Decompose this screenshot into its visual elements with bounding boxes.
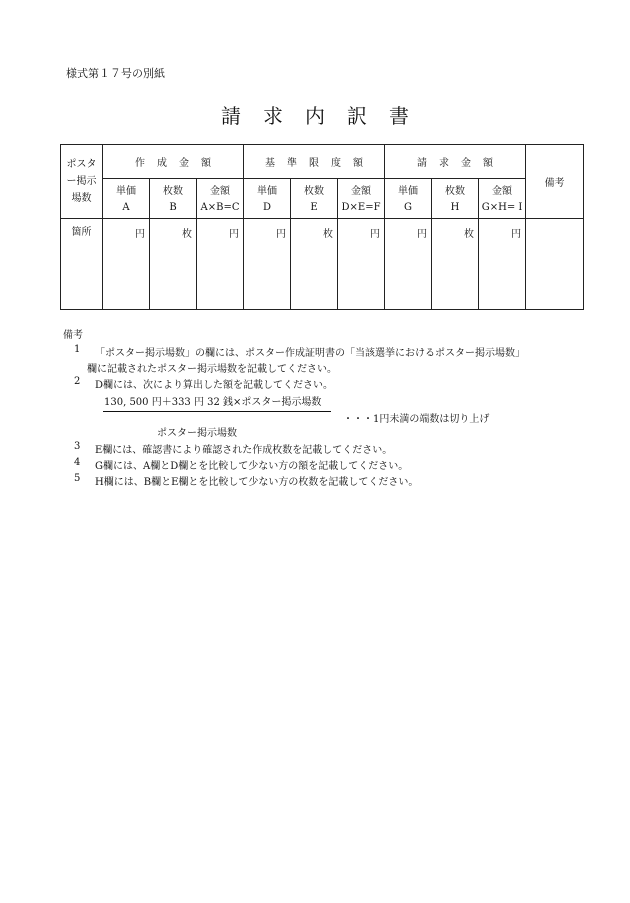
form-number-label: 様式第１７号の別紙 [66,67,165,80]
col-label: 枚数 [304,185,325,197]
col-code: E [310,201,318,213]
col-code: G×H= I [481,201,523,213]
cell-unit-price-a[interactable]: 円 [103,219,150,310]
header-char: 準 [287,158,298,169]
note-5-text: H欄には、B欄とE欄とを比較して少ない方の枚数を記載してください。 [95,477,419,488]
header-char: 基 [265,158,276,169]
formula-numerator: 130, 500 円＋333 円 32 銭×ポスター掲示場数 [104,397,322,408]
header-char: 成 [157,158,168,169]
col-header-amount-i [479,179,526,219]
cell-unit-price-d[interactable]: 円 [244,219,291,310]
breakdown-table [60,144,584,310]
note-4-text: G欄には、A欄とD欄とを比較して少ない方の額を記載してください。 [95,461,409,472]
col-code: G [404,201,413,213]
col-code: A×B=C [200,201,240,213]
col-label: 枚数 [163,185,183,197]
col-header-count-e [291,179,338,219]
cell-amount-c[interactable]: 円 [197,219,244,310]
col-code: D×E=F [341,201,381,213]
cell-count-b[interactable]: 枚 [150,219,197,310]
col-code: H [450,201,460,213]
col-label: 金額 [351,185,372,197]
cell-count-e[interactable]: 枚 [291,219,338,310]
note-number: 3 [74,441,81,452]
col-code: B [169,201,177,213]
col-label: 枚数 [445,185,466,197]
col-label: 単価 [398,185,419,197]
note-3-text: E欄には、確認書により確認された作成枚数を記載してください。 [95,445,393,456]
formula-rounding-note: ・・・1円未満の端数は切り上げ [343,414,490,425]
header-line: ー掲示 [66,176,97,187]
col-header-unit-price-d [244,179,291,219]
production-amount-header [103,145,244,179]
title-char: 求 [263,104,283,128]
cell-amount-f[interactable]: 円 [338,219,385,310]
col-header-unit-price-a [103,179,150,219]
header-char: 度 [331,158,342,169]
header-char: 作 [135,158,146,169]
cell-amount-i[interactable]: 円 [479,219,526,310]
title-char: 内 [305,104,325,128]
col-code: A [122,201,130,213]
cell-count-h[interactable]: 枚 [432,219,479,310]
header-char: 限 [309,158,320,169]
document-title [0,100,630,129]
poster-board-count-cell[interactable]: 箇所 [61,219,103,310]
header-char: 請 [417,158,428,169]
notes-heading: 備考 [63,330,83,341]
col-label: 金額 [210,185,231,197]
remarks-header: 備考 [526,145,584,219]
col-label: 金額 [492,185,513,197]
col-label: 単価 [116,185,136,197]
header-line: 場数 [71,193,92,204]
col-header-amount-f [338,179,385,219]
formula-denominator: ポスター掲示場数 [157,428,237,439]
poster-board-count-header [61,145,103,219]
header-char: 額 [353,158,364,169]
col-header-count-b [150,179,197,219]
claim-amount-header [385,145,526,179]
remarks-cell[interactable] [526,219,584,310]
col-header-unit-price-g [385,179,432,219]
header-char: 金 [461,158,472,169]
header-char: 金 [179,158,190,169]
note-number: 2 [74,376,81,387]
header-char: 額 [201,158,212,169]
col-header-count-h [432,179,479,219]
cell-unit-price-g[interactable]: 円 [385,219,432,310]
header-char: 額 [483,158,494,169]
header-line: ポスタ [66,159,97,170]
title-char: 訳 [347,104,367,128]
col-label: 単価 [257,185,278,197]
note-number: 5 [74,473,81,484]
note-2-text: D欄には、次により算出した額を記載してください。 [95,380,334,391]
note-1-text: 「ポスター掲示場数」の欄には、ポスター作成証明書の「当該選挙におけるポスター掲示場数」 [95,348,525,359]
col-code: D [263,201,272,213]
fraction-rule [103,411,331,412]
note-1-continuation: 欄に記載されたポスター掲示場数を記載してください。 [87,364,337,375]
standard-limit-header [244,145,385,179]
note-number: 4 [74,457,81,468]
note-number: 1 [74,344,81,355]
title-char: 請 [221,104,241,128]
header-char: 求 [439,158,450,169]
col-header-amount-c [197,179,244,219]
title-char: 書 [389,104,409,128]
